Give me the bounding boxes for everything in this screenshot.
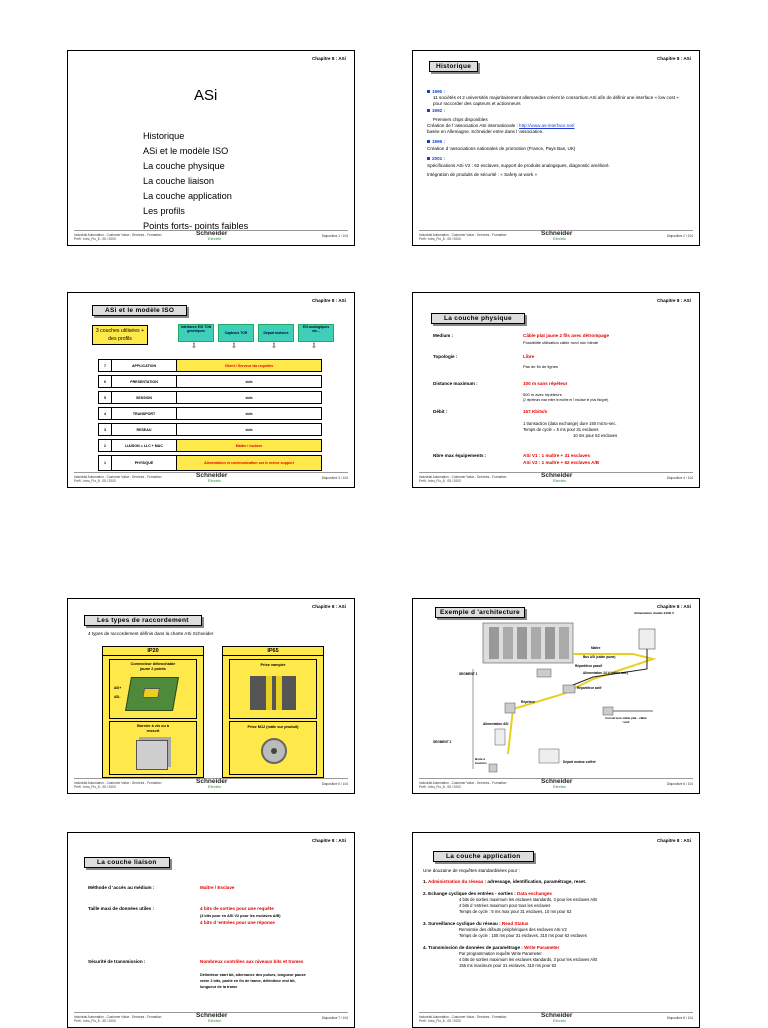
slide-2 xyxy=(412,50,700,246)
securite-note: Délimiteur start bit, alternance des pulses, longueur pause entre 2 bits, parité en fin de trame, délimiteur end bit, longueur de la trame xyxy=(200,973,306,989)
footer-text: Industrial Automation - Customer Value - Services - Formation xyxy=(419,1015,507,1019)
ip65-vampire-panel xyxy=(229,659,317,719)
page-number: Diapositive 4 / 104 xyxy=(666,476,693,480)
footer-text: Industrial Automation - Customer Value - Services - Formation xyxy=(419,233,507,237)
text-1990: 11 sociétés et 2 universités majoritairement allemandes créent le consortium ASi afin de définir une interface « low cost » pour raccorder des capteurs et actionneurs xyxy=(433,95,679,106)
ip20-header: IP20 xyxy=(103,647,203,656)
schneider-logo: Schneider Electric xyxy=(196,1012,228,1023)
slide-footer xyxy=(419,778,693,791)
slide-footer xyxy=(74,778,348,791)
footer-text: Industrial Automation - Customer Value - Services - Formation xyxy=(419,475,507,479)
item-3-line: Temps de cycle : 155 ms pour 31 esclaves, 310 ms pour 62 esclaves xyxy=(459,933,587,938)
label-alim-double: Alimentation double 24/30 V xyxy=(633,611,674,615)
history-body xyxy=(427,89,689,178)
item-4-line: 4 bits de sorties maximum les esclaves standards, 3 pour les esclaves A/B xyxy=(459,957,598,962)
iso-row-session: 5 SESSION vide xyxy=(98,391,322,404)
label-alim-asi: Alimentation ASi xyxy=(483,722,509,726)
securite-value: Nombreux contrôles aux niveaux bits et trames xyxy=(200,959,304,964)
ip20-column xyxy=(102,646,204,778)
item-4-line: Par programmation requête Write Parameter xyxy=(459,951,542,956)
slide-title: La couche physique xyxy=(431,313,525,324)
nbre-label: Nbre max équipements : xyxy=(433,453,487,458)
distance-note-2: (2 répéteurs max entre le maître et l 'esclave le plus éloigné) xyxy=(523,398,609,402)
methode-label: Méthode d 'accès au médium : xyxy=(88,885,155,890)
item-3-line: Remontée des défauts périphériques des esclaves ASi V2 xyxy=(459,927,567,932)
schneider-logo: Schneider Electric xyxy=(196,472,228,483)
label-segment-1: SEGMENT 1 xyxy=(459,672,478,676)
slide-title: La couche liaison xyxy=(84,857,170,868)
securite-label: Sécurité de transmission : xyxy=(88,959,146,964)
iso-row-physique: 1 PHYSIQUE Alimentation et communication sur le même support xyxy=(98,455,322,471)
toc-item: La couche liaison xyxy=(143,176,214,186)
label-depart: Départ moteur coffret xyxy=(563,760,596,764)
label-repeteur: Répéteur xyxy=(521,700,535,704)
profile-box: Interfaces E/S TON génériques xyxy=(178,324,214,342)
connector-label: Connecteur débrochable jaune 2 points xyxy=(130,662,176,671)
footer-text: Industrial Automation - Customer Value - Services - Formation xyxy=(74,233,162,237)
slide-footer xyxy=(419,1012,693,1025)
slide-4 xyxy=(412,292,700,488)
label-rep-actif: Répartiteur actif xyxy=(577,686,602,690)
item-2-line: 4 bits d 'entrées maximum pour tous les esclaves xyxy=(459,903,551,908)
down-arrow-icon: ⇩ xyxy=(191,343,197,350)
ip65-header: IP65 xyxy=(223,647,323,656)
slide-footer xyxy=(419,230,693,243)
label-maitre: Maître xyxy=(591,646,601,650)
chapter-label: Chapitre 8 : ASi xyxy=(311,56,346,61)
debit-value: 167 Kbits/s xyxy=(523,409,548,414)
footer-text: Préfi : Intro_FIo_8 - 05 / 2003 xyxy=(74,785,116,789)
ip65-column xyxy=(222,646,324,778)
slide-title: La couche application xyxy=(433,851,534,862)
distance-label: Distance maximum : xyxy=(433,381,478,386)
asi-plus-label: ASi+ xyxy=(114,686,122,690)
year-1996: 1996 : xyxy=(427,139,689,145)
footer-text: Industrial Automation - Customer Value - Services - Formation xyxy=(419,781,507,785)
iso-row-application: 7 APPLICATION Client / Serveur via requêtes xyxy=(98,359,322,372)
schneider-logo: Schneider Electric xyxy=(196,230,228,241)
label-bus: Bus ASi (câble jaune) xyxy=(583,655,616,659)
year-1990: 1990 : xyxy=(427,89,689,95)
year-1992: 1992 : xyxy=(427,108,689,114)
association-link[interactable]: http://www.as-interface.net/ xyxy=(519,123,575,128)
slide-footer xyxy=(74,472,348,485)
asi-minus-label: ASi- xyxy=(114,695,121,699)
footer-text: Industrial Automation - Customer Value - Services - Formation xyxy=(74,475,162,479)
slide-title: Les types de raccordement xyxy=(84,615,202,626)
slide-1 xyxy=(67,50,355,246)
item-3: 3. Surveillance cyclique du réseau : Read Status xyxy=(423,921,529,926)
text-1992a: Premiers chips disponibles xyxy=(433,117,488,122)
page-number: Diapositive 8 / 104 xyxy=(666,1016,693,1020)
slide-3 xyxy=(67,292,355,488)
footer-text: Préfi : Intro_FIo_8 - 05 / 2003 xyxy=(419,785,461,789)
vampire-label: Prise vampire xyxy=(260,663,286,667)
chapter-label: Chapitre 8 : ASi xyxy=(656,838,691,843)
page-number: Diapositive 6 / 104 xyxy=(666,782,693,786)
label-boite: Boite à boutons xyxy=(475,757,487,765)
item-2-line: Temps de cycle : 5 ms max pour 31 esclaves, 10 ms pour 62 xyxy=(459,909,572,914)
page-number: Diapositive 5 / 104 xyxy=(321,782,348,786)
footer-text: Industrial Automation - Customer Value - Services - Formation xyxy=(74,781,162,785)
text-2001b: Intégration de produits de sécurité : « Safety at work » xyxy=(427,172,538,177)
footer-text: Préfi : Intro_FIo_8 - 05 / 2003 xyxy=(74,479,116,483)
text-1992c: basée en Allemagne. Schneider entre dans l 'association. xyxy=(427,129,544,134)
schneider-logo: Schneider Electric xyxy=(541,778,573,789)
item-4-line: 155 ms maximum pour 31 esclaves, 310 ms pour 62 xyxy=(459,963,557,968)
toc-item: La couche physique xyxy=(143,161,225,171)
label-alim24: Alimentation 24 V (câble noir) xyxy=(583,671,628,675)
taille-label: Taille maxi de données utiles : xyxy=(88,906,155,911)
down-arrow-icon: ⇩ xyxy=(231,343,237,350)
slide-title: Exemple d 'architecture xyxy=(435,607,525,618)
architecture-diagram xyxy=(413,599,700,779)
terminal-box-image xyxy=(136,740,168,770)
chapter-label: Chapitre 8 : ASi xyxy=(656,298,691,303)
page-number: Diapositive 1 / 104 xyxy=(321,234,348,238)
profile-box: Départ moteurs xyxy=(258,324,294,342)
slide-title: ASi xyxy=(194,87,218,104)
schneider-logo: Schneider Electric xyxy=(196,778,228,789)
m12-label: Prise M12 (mâle sur produit) xyxy=(247,725,299,729)
intro-text: Une douzaine de requêtes standardisées pour : xyxy=(423,868,520,873)
label-segment-2: SEGMENT 2 xyxy=(433,740,452,744)
profile-box: Capteurs TOR xyxy=(218,324,254,342)
toc-item: La couche application xyxy=(143,191,232,201)
item-4: 4. Transmission de données de paramétrage : Write Parameter xyxy=(423,945,560,950)
terminal-label: Bornier à vis ou à ressort xyxy=(137,724,169,733)
year-2001: 2001 : xyxy=(427,156,689,162)
text-1996: Création d 'associations nationales de promotion (France, Pays Bas, UK) xyxy=(427,146,576,151)
label-rep-passif: Répartiteur passif xyxy=(575,664,603,668)
taille-value-2: 4 bits d 'entrées pour une réponse xyxy=(200,920,275,925)
slide-footer xyxy=(74,230,348,243)
toc-item: Historique xyxy=(143,131,185,141)
chapter-label: Chapitre 8 : ASi xyxy=(311,298,346,303)
vampire-image xyxy=(250,676,296,710)
distance-value: 100 m sans répéteur xyxy=(523,381,568,386)
ip20-terminal-panel xyxy=(109,721,197,775)
slide-7 xyxy=(67,832,355,1028)
text-1992b: Création de l 'association ASi internationale : http://www.as-interface.net/ xyxy=(427,123,575,128)
ip65-m12-panel xyxy=(229,721,317,775)
slide-title: Historique xyxy=(429,61,478,72)
slide-footer xyxy=(74,1012,348,1025)
iso-row-transport: 4 TRANSPORT vide xyxy=(98,407,322,420)
schneider-logo: Schneider Electric xyxy=(541,230,573,241)
taille-note: (3 bits pour en ASi V2 pour les esclaves A/B) xyxy=(200,914,281,918)
medium-note: Possibilité utilisation câble rond non blindé xyxy=(523,340,599,345)
chapter-label: Chapitre 8 : ASi xyxy=(311,604,346,609)
debit-note-3: 10 ms pour 62 esclaves xyxy=(573,433,618,438)
debit-label: Débit : xyxy=(433,409,448,414)
pcb-image xyxy=(125,677,179,711)
down-arrow-icon: ⇩ xyxy=(271,343,277,350)
down-arrow-icon: ⇩ xyxy=(311,343,317,350)
page-number: Diapositive 7 / 104 xyxy=(321,1016,348,1020)
intro-text: 4 types de raccordement définis dans la charte ASi Schneider xyxy=(88,631,214,636)
debit-note-1: 1 transaction (data exchange) dure 150 micro-sec. xyxy=(523,421,617,426)
item-2: 2. Echange cyclique des entrées - sorties : Data exchanges xyxy=(423,891,552,896)
chapter-label: Chapitre 8 : ASi xyxy=(656,604,691,609)
distance-note-1: 500 m avec répéteurs xyxy=(523,392,562,397)
toc-item: ASi et le modèle ISO xyxy=(143,146,229,156)
methode-value: Maître / Esclave xyxy=(200,885,235,890)
chapter-label: Chapitre 8 : ASi xyxy=(311,838,346,843)
layers-box: 3 couches utilisées + des profils xyxy=(92,325,148,345)
nbre-v2: ASi V2 : 1 maître + 62 esclaves A/B xyxy=(523,460,600,465)
item-1: 1. Administration du réseau : adressage, identification, paramétrage, reset. xyxy=(423,879,587,884)
schneider-logo: Schneider Electric xyxy=(541,1012,573,1023)
slide-6 xyxy=(412,598,700,794)
medium-label: Medium : xyxy=(433,333,454,338)
taille-value-1: 4 bits de sorties pour une requête xyxy=(200,906,274,911)
topology-note: Pas de fin de lignes xyxy=(523,364,558,369)
slide-title: ASi et le modèle ISO xyxy=(92,305,187,316)
footer-text: Préfi : Intro_FIo_8 - 05 / 2003 xyxy=(419,1019,461,1023)
ip20-connector-panel xyxy=(109,659,197,719)
text-2001a: Spécifications ASi V2 : 62 esclaves, support de produits analogiques, diagnostic amélioré. xyxy=(427,163,610,168)
debit-note-2: Temps de cycle = 5 ms pour 31 esclaves xyxy=(523,427,599,432)
chapter-label: Chapitre 8 : ASi xyxy=(656,56,691,61)
page-number: Diapositive 3 / 104 xyxy=(321,476,348,480)
toc-item: Points forts- points faibles xyxy=(143,221,249,231)
iso-row-liaison: 2 LIAISON = LLC + MAC Maître / esclave xyxy=(98,439,322,452)
footer-text: Préfi : Intro_FIo_8 - 05 / 2003 xyxy=(74,1019,116,1023)
toc-item: Les profils xyxy=(143,206,185,216)
footer-text: Préfi : Intro_FIo_8 - 05 / 2003 xyxy=(419,479,461,483)
nbre-v1: ASi V1 : 1 maître + 31 esclaves xyxy=(523,453,591,458)
topology-value: Libre xyxy=(523,354,535,359)
slide-footer xyxy=(419,472,693,485)
footer-text: Préfi : Intro_FIo_8 - 05 / 2003 xyxy=(419,237,461,241)
footer-text: Préfi : Intro_FIo_8 - 05 / 2003 xyxy=(74,237,116,241)
schneider-logo: Schneider Electric xyxy=(541,472,573,483)
iso-row-presentation: 6 PRESENTATION vide xyxy=(98,375,322,388)
toc-list xyxy=(143,129,248,234)
footer-text: Industrial Automation - Customer Value - Services - Formation xyxy=(74,1015,162,1019)
topology-label: Topologie : xyxy=(433,354,458,359)
label-conversion: Conversion câble plat - câble rond xyxy=(605,716,647,724)
profile-box: E/S analogiques etc... xyxy=(298,324,334,342)
page-number: Diapositive 2 / 104 xyxy=(666,234,693,238)
medium-value: Câble plat jaune 2 fils avec détrompage xyxy=(523,333,610,338)
slide-5 xyxy=(67,598,355,794)
item-2-line: 4 bits de sorties maximum les esclaves standards, 3 pour les esclaves A/B xyxy=(459,897,598,902)
double-supply xyxy=(639,629,655,649)
iso-row-reseau: 3 RESEAU vide xyxy=(98,423,322,436)
m12-plug-image xyxy=(261,738,287,764)
application-body xyxy=(423,868,693,969)
slide-8 xyxy=(412,832,700,1028)
